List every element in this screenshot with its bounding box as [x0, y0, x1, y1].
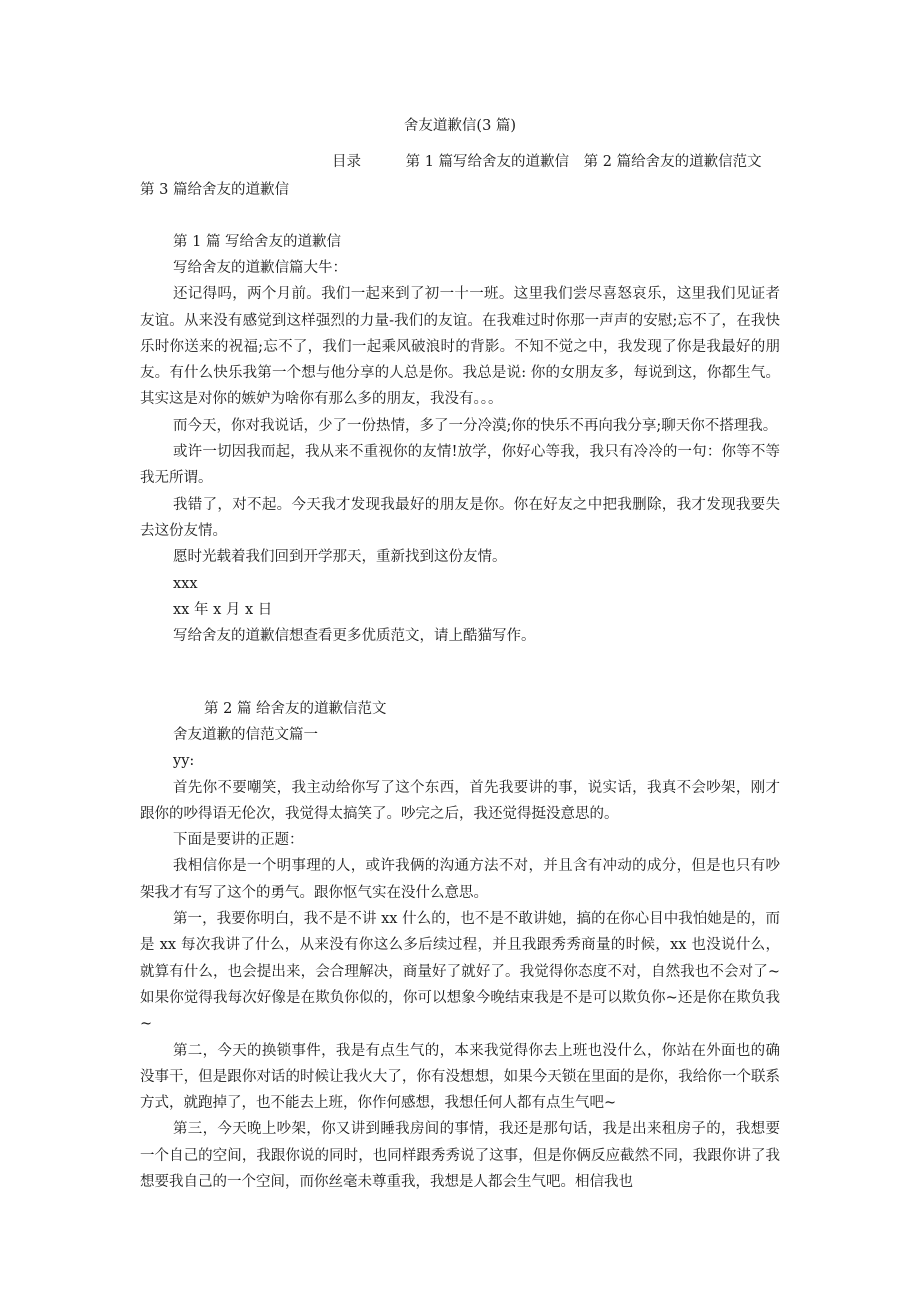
signature-date: xx 年 x 月 x 日 — [173, 601, 273, 618]
paragraph: 而今天，你对我说话，少了一份热情，多了一分冷漠;你的快乐不再向我分享;聊天你不搭理我。 — [173, 417, 778, 434]
signature-name: xxx — [173, 575, 198, 592]
paragraph: 我错了，对不起。今天我才发现我最好的朋友是你。你在好友之中把我删除，我才发现我要失去这份友情。 — [140, 496, 780, 539]
section-2-heading: 第 2 篇 给舍友的道歉信范文 — [204, 701, 387, 717]
toc-item-1[interactable]: 第 1 篇写给舍友的道歉信 — [405, 154, 570, 170]
paragraph: 舍友道歉的信范文篇一 — [173, 727, 318, 743]
toc-item-3[interactable]: 第 3 篇给舍友的道歉信 — [140, 182, 289, 198]
section-1-heading: 第 1 篇 写给舍友的道歉信 — [173, 234, 342, 250]
salutation: yy: — [173, 753, 195, 770]
document-title: 舍友道歉信(3 篇) — [403, 118, 517, 134]
paragraph: 第二，今天的换锁事件，我是有点生气的，本来我觉得你去上班也没什么，你站在外面也的确没事干，但是跟你对话的时候让我火大了，你有没想想，如果今天锁在里面的是你，我给你一个联系方式，就跑掉了，也不能去上班，你作何感想，我想任何人都有点生气吧~ — [140, 1042, 780, 1112]
paragraph: 第三，今天晚上吵架，你又讲到睡我房间的事情，我还是那句话，我是出来租房子的，我想要一个自己的空间，我跟你说的同时，也同样跟秀秀说了这事，但是你俩反应截然不同，我跟你讲了我想要我自己的一个空间，而你丝毫未尊重我，我想是人都会生气吧。相信我也 — [140, 1121, 780, 1191]
paragraph: 第一，我要你明白，我不是不讲 xx 什么的，也不是不敢讲她，搞的在你心目中我怕她是的，而是 xx 每次我讲了什么，从来没有你这么多后续过程，并且我跟秀秀商量的时候，xx 也没说什么，就算有什么，也会提出来，会合理解决，商量好了就好了。我觉得你态度不对，自然我也不会对了~如果你觉得我每次好像是在欺负你似的，你可以想象今晚结束我是不是可以欺负你~还是你在欺负我~ — [140, 911, 780, 1033]
toc-label: 目录 — [332, 154, 361, 170]
paragraph: 还记得吗，两个月前。我们一起来到了初一十一班。这里我们尝尽喜怒哀乐，这里我们见证者友谊。从来没有感觉到这样强烈的力量-我们的友谊。在我难过时你那一声声的安慰;忘不了，在我快乐时你送来的祝福;忘不了，我们一起乘风破浪时的背影。不知不觉之中，我发现了你是我最好的朋友。有什么快乐我第一个想与他分享的人总是你。我总是说: 你的女朋友多，每说到这，你都生气。其实这是对你的嫉妒为啥你有那么多的朋友，我没有。。。 — [140, 286, 780, 408]
paragraph: 写给舍友的道歉信篇大牛： — [173, 260, 347, 276]
paragraph: 写给舍友的道歉信想查看更多优质范文，请上酷猫写作。 — [173, 628, 536, 645]
table-of-contents — [332, 152, 772, 172]
paragraph: 下面是要讲的正题： — [173, 832, 304, 849]
paragraph: 愿时光载着我们回到开学那天，重新找到这份友情。 — [173, 549, 507, 566]
toc-item-2[interactable]: 第 2 篇给舍友的道歉信范文 — [583, 154, 762, 170]
section-2 — [140, 696, 780, 1195]
paragraph: 我相信你是一个明事理的人，或许我俩的沟通方法不对，并且含有冲动的成分，但是也只有吵架我才有写了这个的勇气。跟你怄气实在没什么意思。 — [140, 858, 780, 901]
paragraph: 首先你不要嘲笑，我主动给你写了这个东西，首先我要讲的事，说实话，我真不会吵架，刚才跟你的吵得语无伦次，我觉得太搞笑了。吵完之后，我还觉得挺没意思的。 — [140, 779, 780, 822]
paragraph: 或许一切因我而起，我从来不重视你的友情!放学，你好心等我，我只有冷冷的一句：你等不等我无所谓。 — [140, 444, 780, 487]
section-1 — [140, 229, 780, 649]
